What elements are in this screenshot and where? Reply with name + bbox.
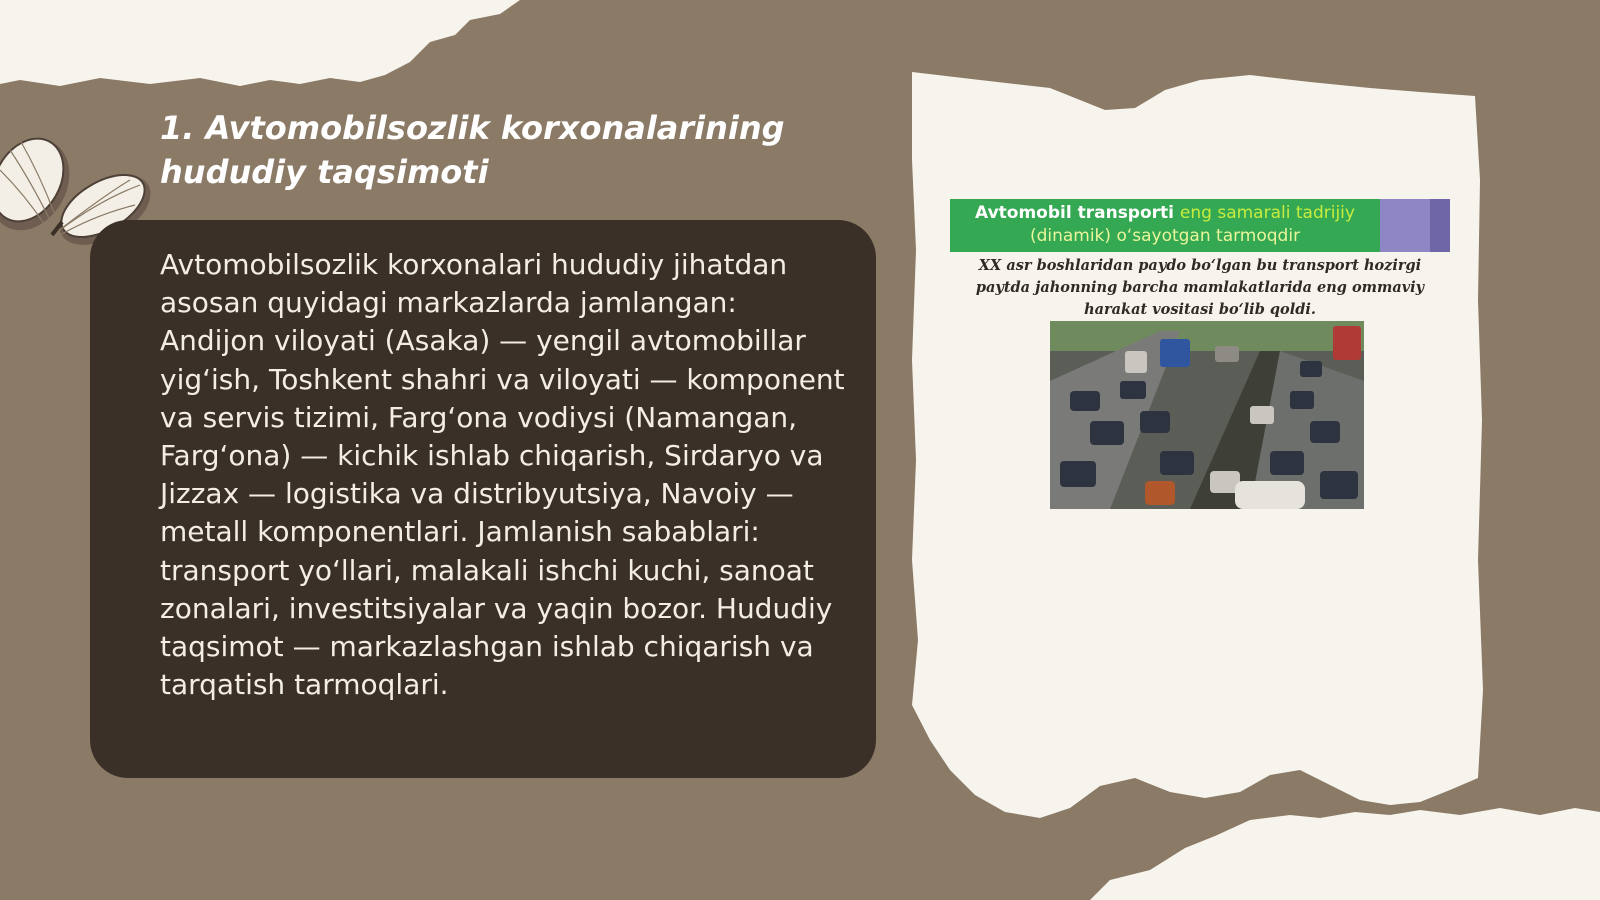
figure-header-accent (1380, 199, 1430, 252)
body-text-box (90, 220, 876, 778)
torn-paper-top-left (0, 0, 520, 86)
figure-image (950, 199, 1450, 509)
figure-caption: XX asr boshlaridan paydo bo‘lgan bu transport hozirgi paytda jahonning barcha mamlakatlarida eng ommaviy harakat vositasi bo‘lib qoldi. (975, 257, 1425, 318)
figure-header-line2: (dinamik) o‘sayotgan tarmoqdir (1029, 226, 1301, 246)
torn-paper-bottom-right (1090, 808, 1600, 900)
figure-header-bold: Avtomobil transporti (975, 203, 1174, 223)
slide-title: 1. Avtomobilsozlik korxonalarining hududiy taqsimoti (160, 109, 785, 191)
figure-header-accent-dark (1430, 199, 1450, 252)
body-text: Avtomobilsozlik korxonalari hududiy jihatdan asosan quyidagi markazlarda jamlangan: Andijon viloyati (Asaka) — yengil avtomobillar yig‘ish, Toshkent shahri va viloyati — komponent va servis tizimi, Farg‘ona vodiysi (Namangan, Farg‘ona) — kichik ishlab chiqarish, Sirdaryo va Jizzax — logistika va distribyutsiya, Navoiy — metall komponentlari. Jamlanish sabablari: transport yo‘llari, malakali ishchi kuchi, sanoat zonalari, investitsiyalar va yaqin bozor. Hududiy taqsimot — markazlashgan ishlab chiqarish va tarqatish tarmoqlari. (160, 248, 845, 702)
traffic-photo (1050, 321, 1364, 509)
figure-header-highlight: eng samarali tadrijiy (1179, 203, 1355, 223)
figure-header (950, 199, 1380, 252)
